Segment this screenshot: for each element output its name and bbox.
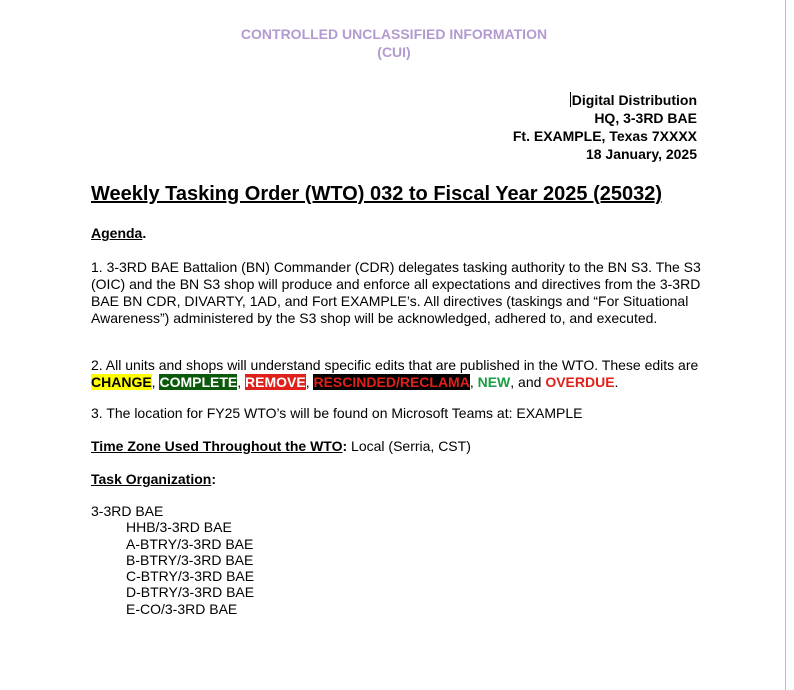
paragraph-1: 1. 3-3RD BAE Battalion (BN) Commander (CDR) delegates tasking authority to the BN S3. The S3 (OIC) and the BN S3 shop will produce and enforce all expectations and directives from the 3-3RD BAE BN CDR, DIVARTY, 1AD, and Fort EXAMPLE’s. All directives (taskings and “For Situational Awareness”) administered by the S3 shop will be acknowledged, adhered to, and executed. — [91, 259, 701, 326]
task-org-unit: HHB/3-3RD BAE — [126, 519, 232, 536]
edit-remove-label: REMOVE — [245, 374, 306, 390]
task-org-unit: D-BTRY/3-3RD BAE — [126, 584, 255, 601]
address-line-3: Ft. EXAMPLE, Texas 7XXXX — [512, 128, 697, 144]
address-line-1[interactable]: Digital Distribution — [571, 92, 697, 108]
timezone-line: Time Zone Used Throughout the WTO: Local (Serria, CST) — [91, 438, 471, 454]
edit-rescinded-label: RESCINDED/RECLAMA — [313, 374, 470, 390]
edit-complete-label: COMPLETE — [159, 374, 238, 390]
task-org-root: 3-3RD BAE — [91, 503, 164, 519]
task-org-unit: B-BTRY/3-3RD BAE — [126, 551, 254, 568]
task-org-list — [91, 503, 254, 617]
task-org-unit: C-BTRY/3-3RD BAE — [126, 568, 255, 585]
page-edge-line — [785, 0, 786, 690]
edit-overdue-label: OVERDUE — [545, 374, 615, 390]
task-org-unit: E-CO/3-3RD BAE — [126, 600, 238, 617]
cui-banner: CONTROLLED UNCLASSIFIED INFORMATION — [240, 26, 548, 42]
document-title: Weekly Tasking Order (WTO) 032 to Fiscal Year 2025 (25032) — [91, 183, 663, 205]
task-org-heading: Task Organization: — [91, 471, 216, 487]
address-line-2: HQ, 3-3RD BAE — [594, 110, 697, 126]
paragraph-2: 2. All units and shops will understand specific edits that are published in the WTO. These edits are CHANGE, COMPLETE, REMOVE, RESCINDED/RECLAMA, NEW, and OVERDUE. — [91, 357, 699, 390]
task-org-unit: A-BTRY/3-3RD BAE — [126, 535, 254, 552]
address-date: 18 January, 2025 — [585, 146, 697, 162]
agenda-heading: Agenda. — [91, 225, 147, 241]
edit-new-label: NEW — [477, 374, 511, 390]
text-cursor — [570, 92, 571, 107]
edit-change-label: CHANGE — [91, 374, 152, 390]
cui-abbrev: (CUI) — [377, 44, 411, 60]
address-block — [513, 91, 697, 163]
paragraph-3: 3. The location for FY25 WTO’s will be found on Microsoft Teams at: EXAMPLE — [91, 405, 583, 421]
